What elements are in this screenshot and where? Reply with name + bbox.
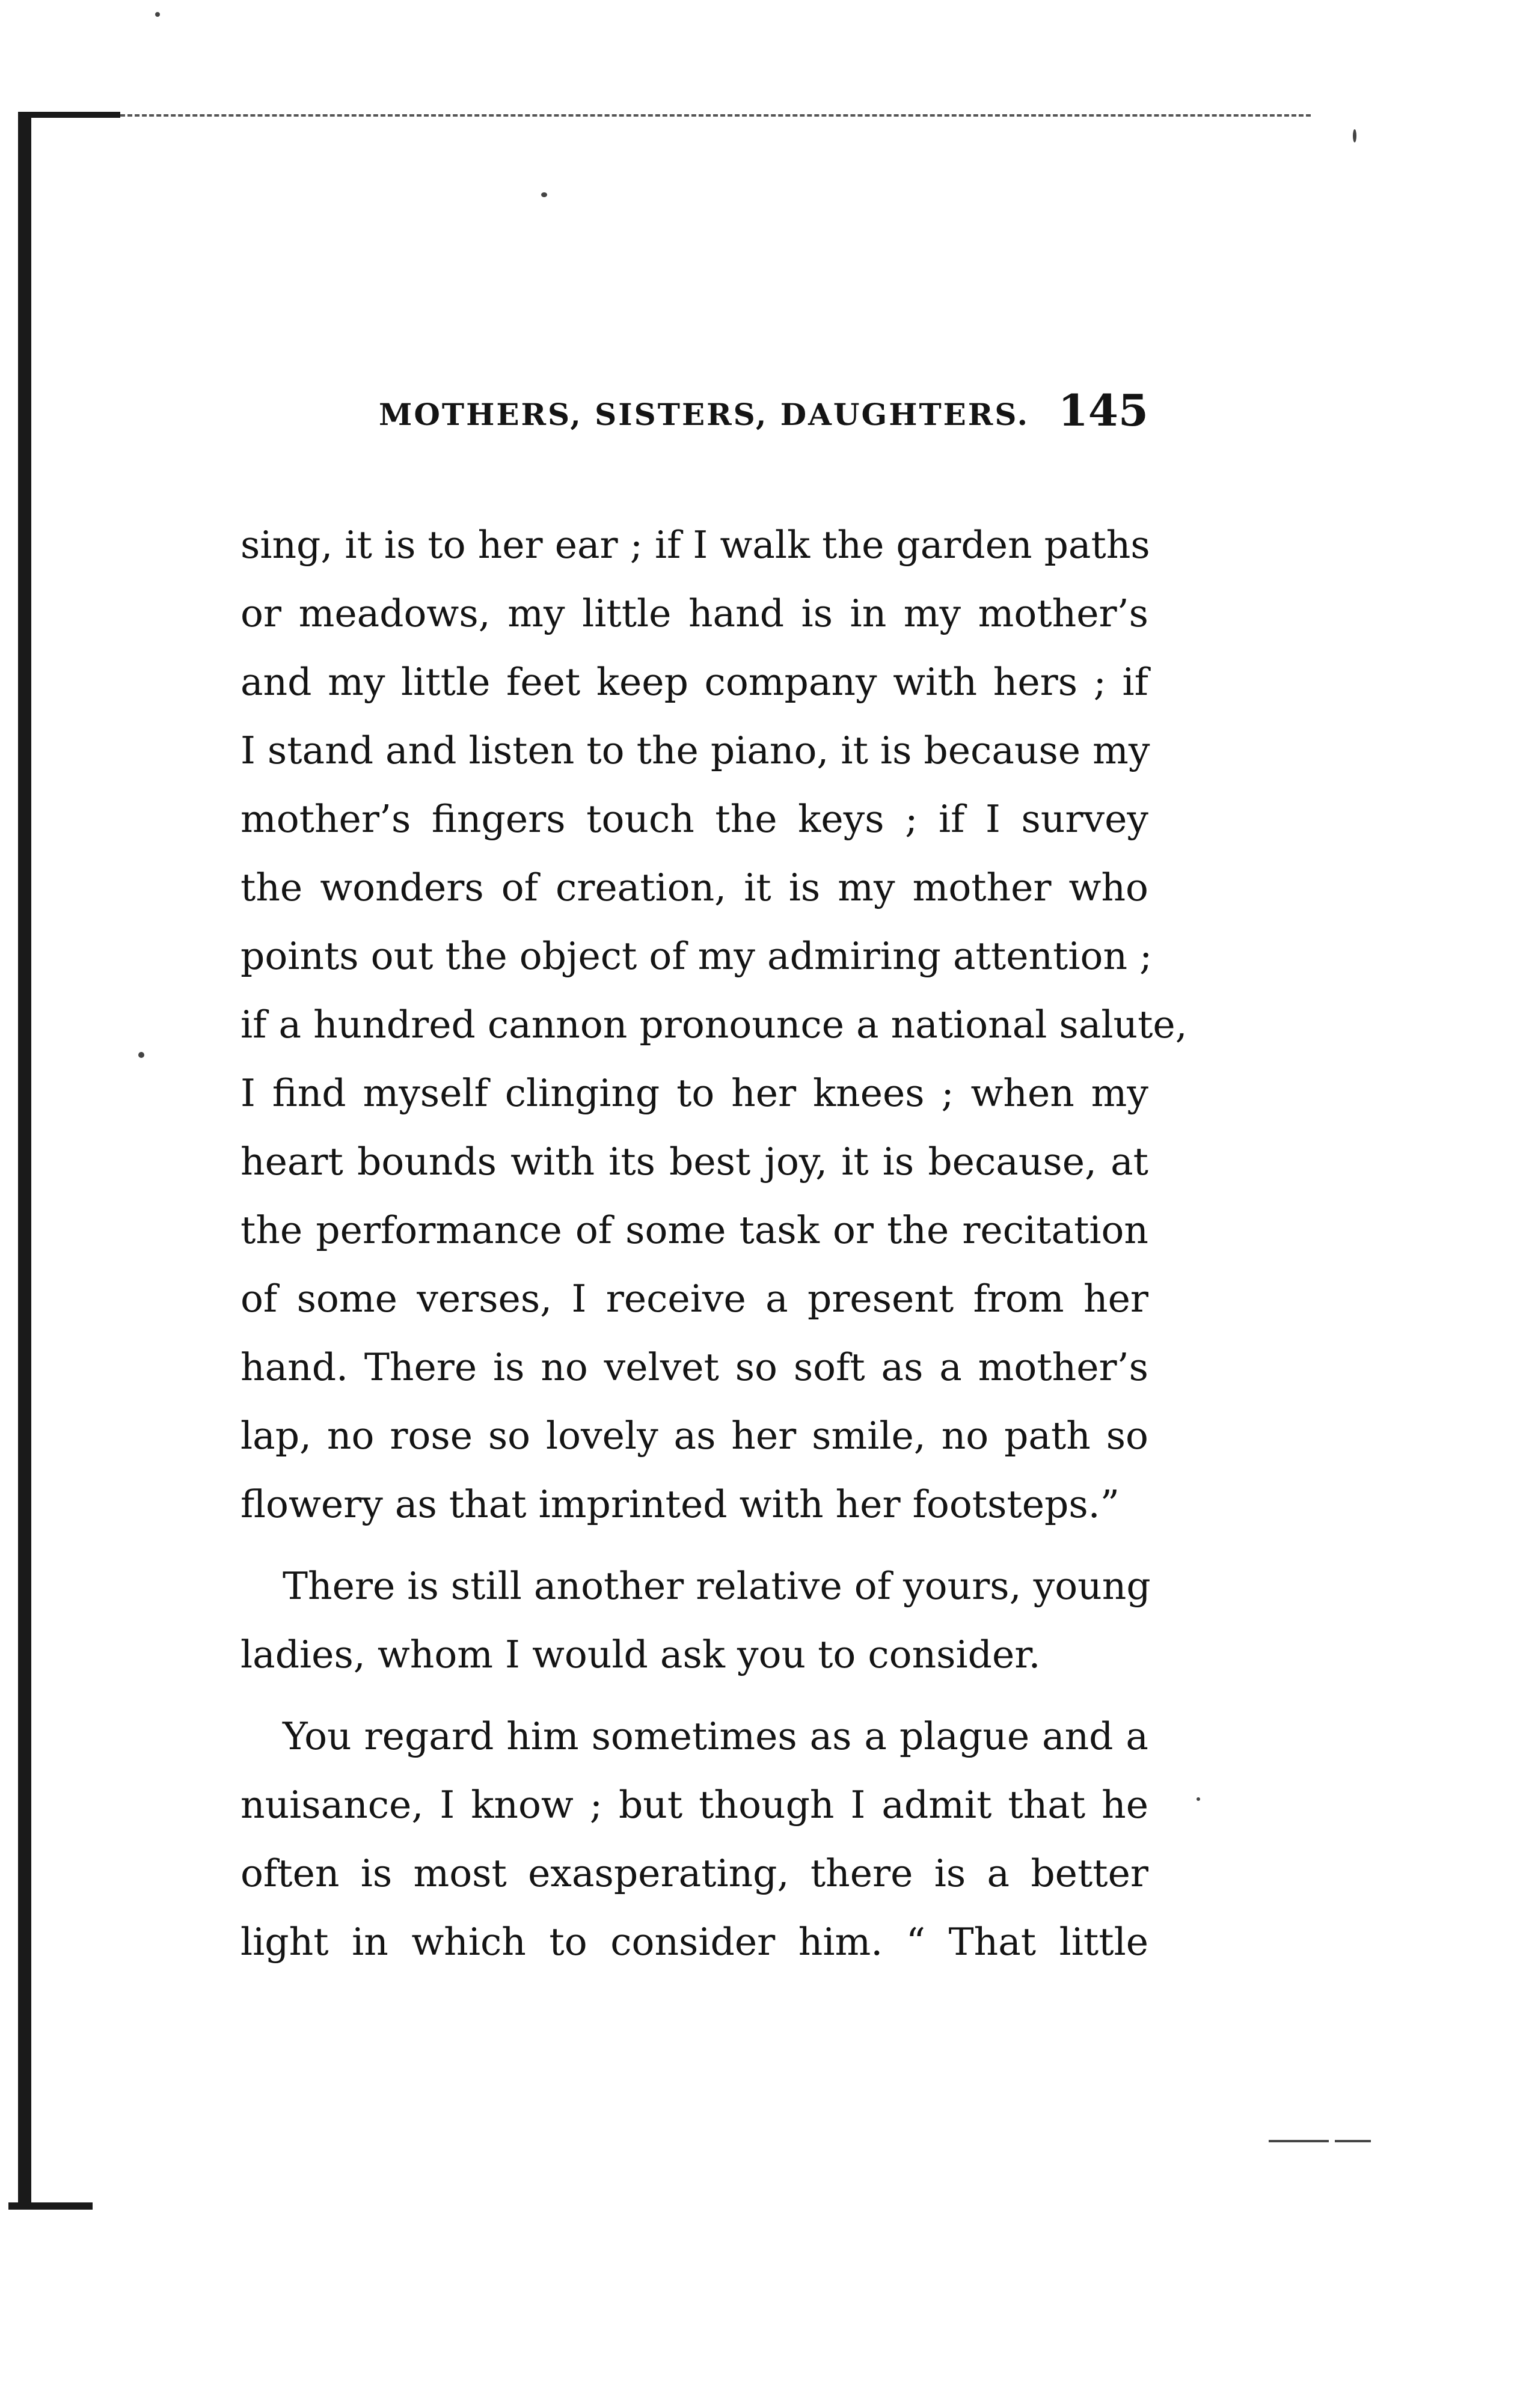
text-line: flowery as that imprinted with her footsteps.” [241,1482,1120,1526]
body-text [241,511,1187,1976]
scan-border-top-dashed [120,114,1311,117]
text-line: the wonders of creation, it is my mother who [241,866,1148,909]
scan-speck [1353,129,1356,142]
running-head-title: MOTHERS, SISTERS, DAUGHTERS. [379,397,1030,432]
paragraph-gap [241,1689,1148,1702]
text-line: I stand and listen to the piano, it is because my [241,729,1150,772]
scan-border-left [18,114,31,2206]
text-line: often is most exasperating, there is a better [241,1851,1148,1895]
scan-speck [541,192,547,197]
text-line: if a hundred cannon pronounce a national salute, [241,1003,1187,1047]
scan-speck [155,12,160,17]
text-line: or meadows, my little hand is in my mother’s [241,591,1148,635]
text-line: heart bounds with its best joy, it is because, at [241,1140,1148,1184]
scan-speck [1335,2140,1371,2142]
text-line: ladies, whom I would ask you to consider. [241,1633,1041,1676]
text-line: lap, no rose so lovely as her smile, no path so [241,1414,1148,1458]
scan-speck [1197,1797,1200,1801]
text-line: There is still another relative of yours, young [283,1564,1151,1608]
text-line: and my little feet keep company with hers ; if [241,660,1148,704]
paragraph-gap [241,1539,1148,1552]
text-line: the performance of some task or the recitation [241,1208,1148,1252]
text-line: sing, it is to her ear ; if I walk the garden paths [241,523,1150,567]
scan-speck [138,1052,144,1058]
text-line: points out the object of my admiring attention ; [241,934,1153,978]
text-line: You regard him sometimes as a plague and a [283,1714,1148,1758]
page-number: 145 [1058,385,1148,436]
text-line: I find myself clinging to her knees ; when my [241,1071,1148,1115]
scan-speck [1269,2140,1329,2142]
text-line: nuisance, I know ; but though I admit that he [241,1783,1148,1827]
text-line: of some verses, I receive a present from her [241,1277,1148,1321]
text-line: light in which to consider him. “ That little [241,1920,1148,1964]
scan-border-top [18,112,120,118]
scan-border-bottom [8,2202,93,2210]
text-line: mother’s fingers touch the keys ; if I survey [241,797,1148,841]
text-line: hand. There is no velvet so soft as a mother’s [241,1345,1148,1389]
running-head [241,385,1148,457]
